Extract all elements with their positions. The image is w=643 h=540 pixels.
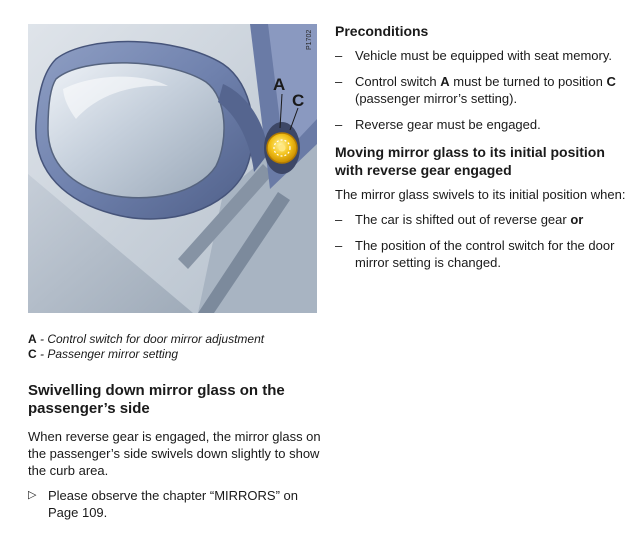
item-bold: or [570,212,584,227]
cross-reference-text: Please observe the chapter “MIRRORS” on Page 109. [48,488,298,520]
cross-reference-item [28,487,323,521]
list-item [335,211,627,228]
right-column [335,22,627,281]
dash-bullet: – [335,74,343,89]
door-mirror-drawing [28,24,317,313]
dash-bullet: – [335,117,343,132]
item-text: Vehicle must be equipped with seat memory. [355,48,613,63]
moving-mirror-list [335,211,627,271]
preconditions-heading: Preconditions [335,23,429,39]
switch-knob [279,145,286,152]
item-text: Reverse gear must be engaged. [355,117,541,132]
item-text: The car is shifted out of reverse gear [355,212,571,227]
item-bold: A [440,74,450,89]
list-item [335,116,627,133]
list-item [335,237,627,271]
item-text: The position of the control switch for the door mirror setting is changed. [355,238,615,270]
caption-key: C [28,347,37,361]
list-item [335,47,627,64]
door-mirror-illustration [28,24,317,313]
dash-bullet: – [335,48,343,63]
moving-mirror-heading: Moving mirror glass to its initial position with reverse gear engaged [335,144,605,178]
caption-text: - Passenger mirror setting [36,347,179,361]
item-text: must be turned to position [449,74,607,89]
caption-c [28,347,328,362]
item-bold: C [606,74,616,89]
callout-a: A [273,75,286,94]
triangle-bullet-icon: ▷ [28,489,37,501]
swivelling-section [28,382,323,521]
moving-mirror-paragraph: The mirror glass swivels to its initial position when: [335,187,626,202]
section-paragraph: When reverse gear is engaged, the mirror glass on the passenger’s side swivels down slightly to show the curb area. [28,429,321,478]
dash-bullet: – [335,238,343,253]
figure-captions [28,332,328,362]
caption-text: - Control switch for door mirror adjustment [36,332,265,346]
item-text: Control switch [355,74,441,89]
preconditions-list [335,47,627,133]
list-item [335,73,627,107]
dash-bullet: – [335,212,343,227]
section-heading: Swivelling down mirror glass on the passenger’s side [28,382,285,417]
caption-a [28,332,328,347]
item-text: (passenger mirror’s setting). [355,91,518,106]
callout-c: C [292,91,305,110]
figure-code: P1702 [306,29,313,50]
caption-key: A [28,332,37,346]
